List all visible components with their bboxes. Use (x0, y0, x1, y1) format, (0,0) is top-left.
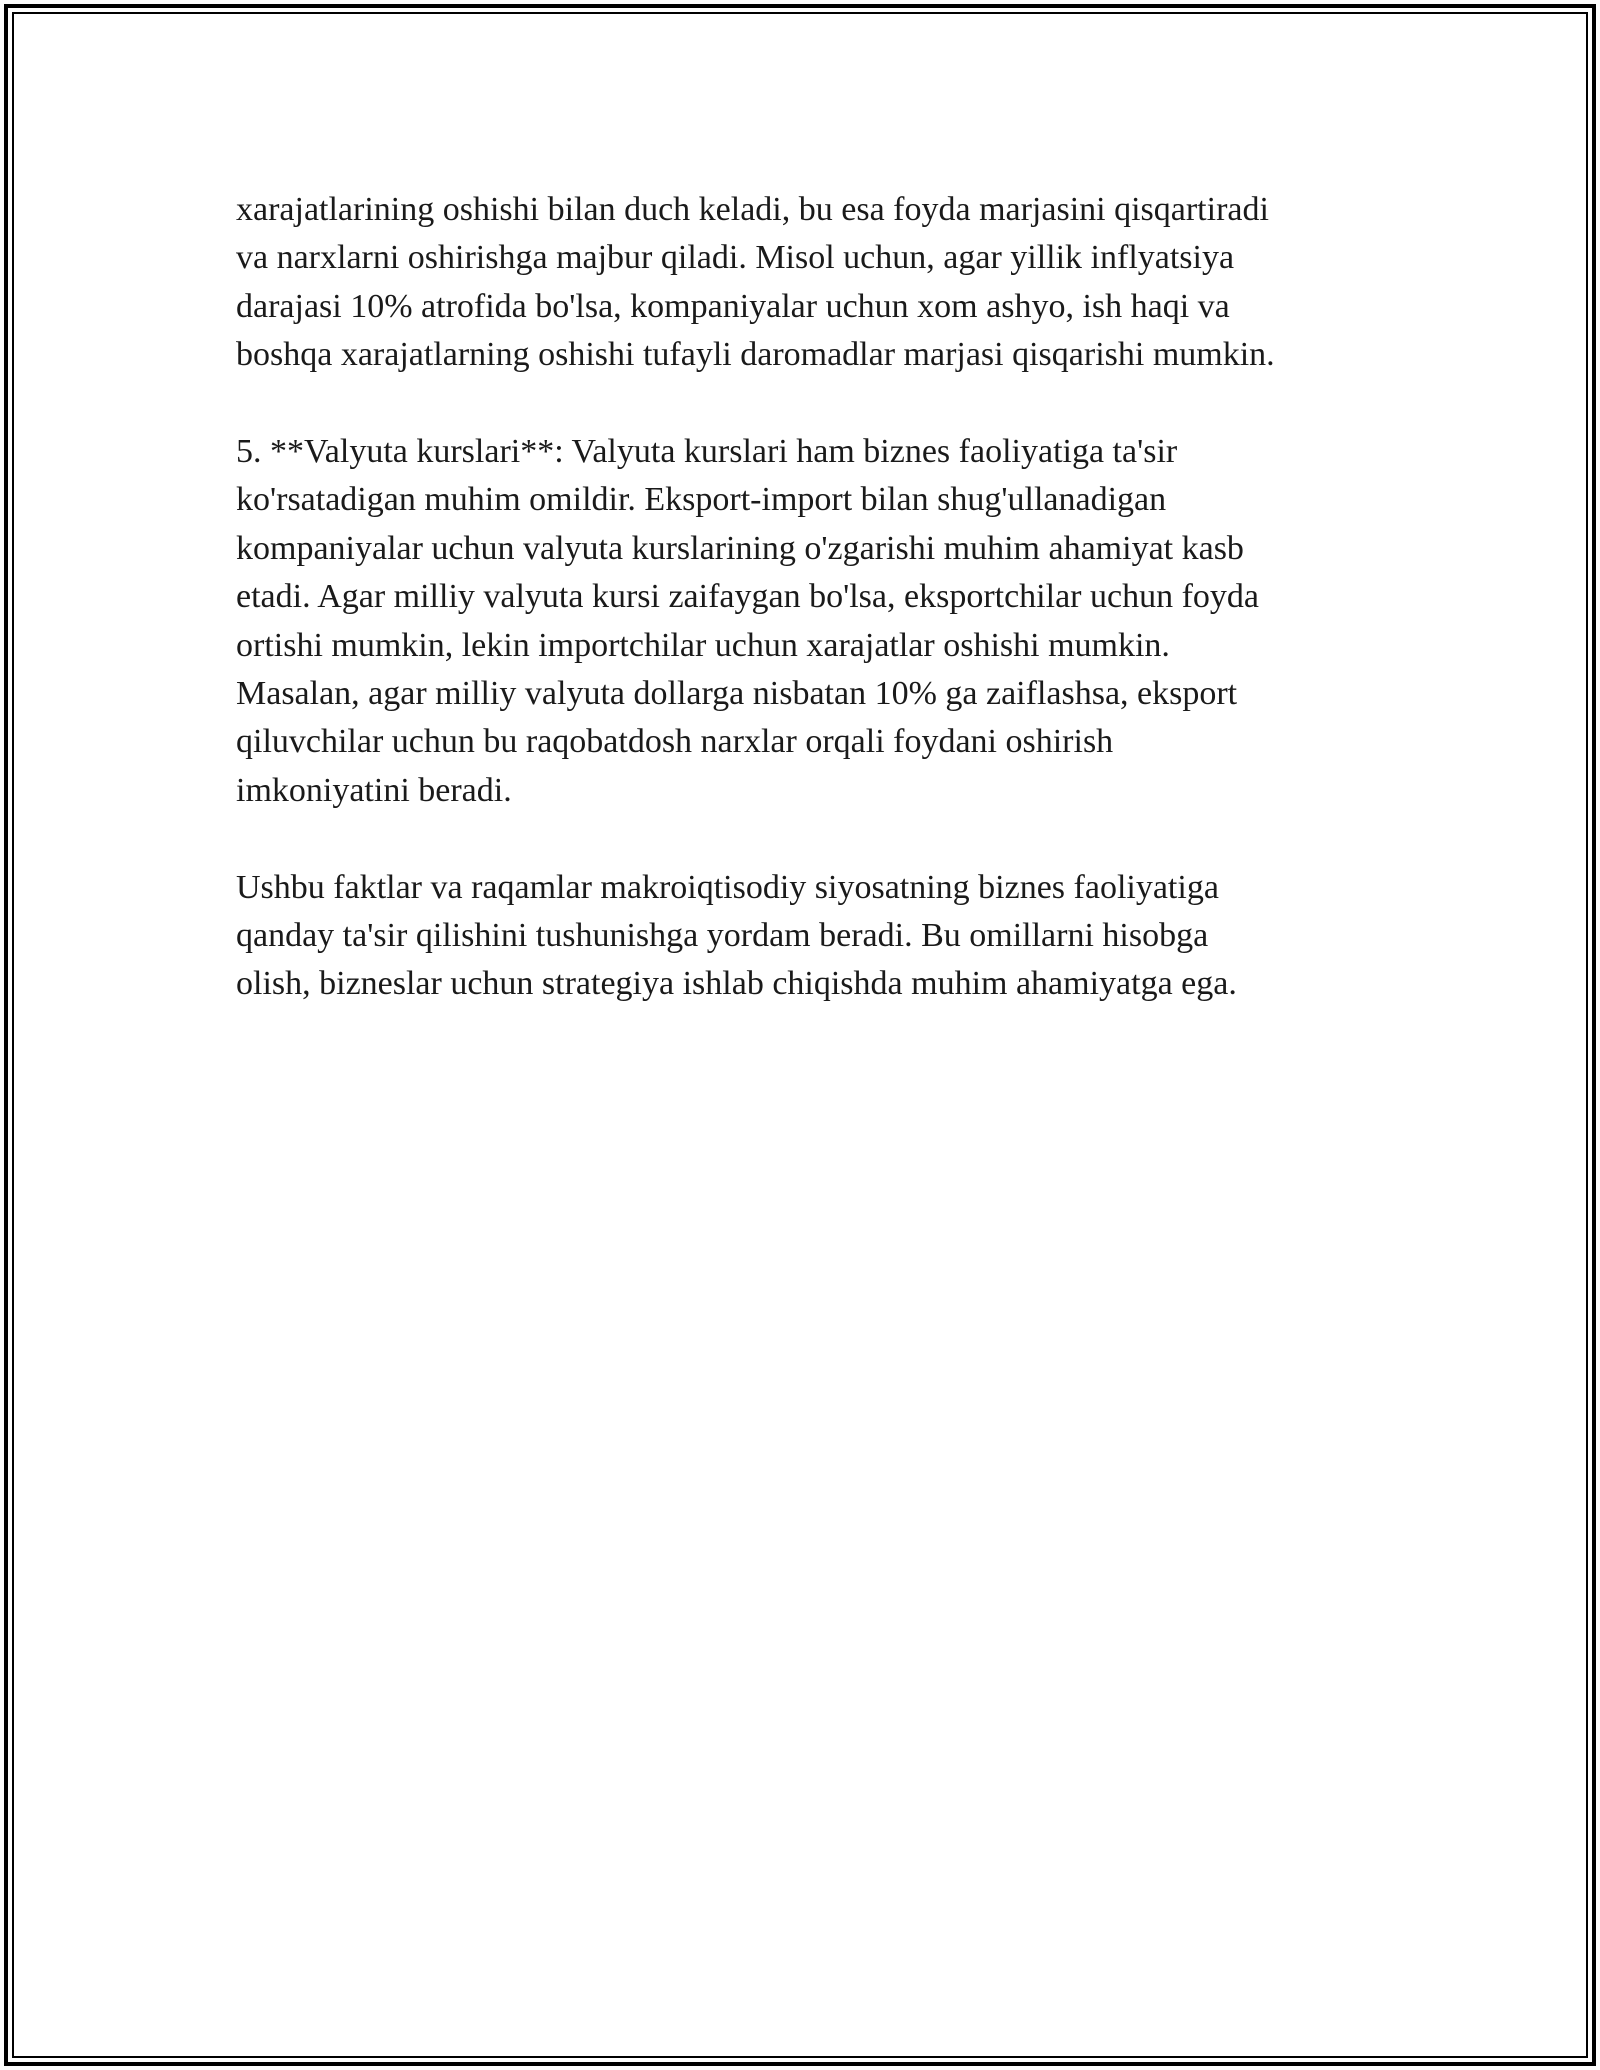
paragraph-exchange-rates (236, 428, 1376, 815)
text-line: etadi. Agar milliy valyuta kursi zaifaygan bo'lsa, eksportchilar uchun foyda (236, 578, 1259, 616)
text-line: olish, bizneslar uchun strategiya ishlab chiqishda muhim ahamiyatga ega. (236, 965, 1237, 1003)
text-line: qiluvchilar uchun bu raqobatdosh narxlar orqali foydani oshirish (236, 723, 1114, 761)
text-line: xarajatlarining oshishi bilan duch keladi, bu esa foyda marjasini qisqartiradi (236, 191, 1269, 228)
text-line: Ushbu faktlar va raqamlar makroiqtisodiy siyosatning biznes faoliyatiga (236, 868, 1219, 906)
document-body (236, 186, 1376, 1057)
text-line: boshqa xarajatlarning oshishi tufayli daromadlar marjasi qisqarishi mumkin. (236, 336, 1275, 374)
text-line: qanday ta'sir qilishini tushunishga yordam beradi. Bu omillarni hisobga (236, 917, 1209, 955)
text-line: imkoniyatini beradi. (236, 771, 512, 809)
text-line: darajasi 10% atrofida bo'lsa, kompaniyalar uchun xom ashyo, ish haqi va (236, 287, 1230, 325)
text-line: kompaniyalar uchun valyuta kurslarining o'zgarishi muhim ahamiyat kasb (236, 529, 1244, 567)
text-line: Masalan, agar milliy valyuta dollarga nisbatan 10% ga zaiflashsa, eksport (236, 675, 1238, 713)
text-line: 5. **Valyuta kurslari**: Valyuta kurslari ham biznes faoliyatiga ta'sir (236, 433, 1178, 471)
paragraph-conclusion (236, 864, 1376, 1009)
text-line: va narxlarni oshirishga majbur qiladi. Misol uchun, agar yillik inflyatsiya (236, 239, 1235, 277)
paragraph-inflation (236, 186, 1376, 380)
text-line: ko'rsatadigan muhim omildir. Eksport-import bilan shug'ullanadigan (236, 481, 1167, 519)
text-line: ortishi mumkin, lekin importchilar uchun xarajatlar oshishi mumkin. (236, 626, 1170, 664)
